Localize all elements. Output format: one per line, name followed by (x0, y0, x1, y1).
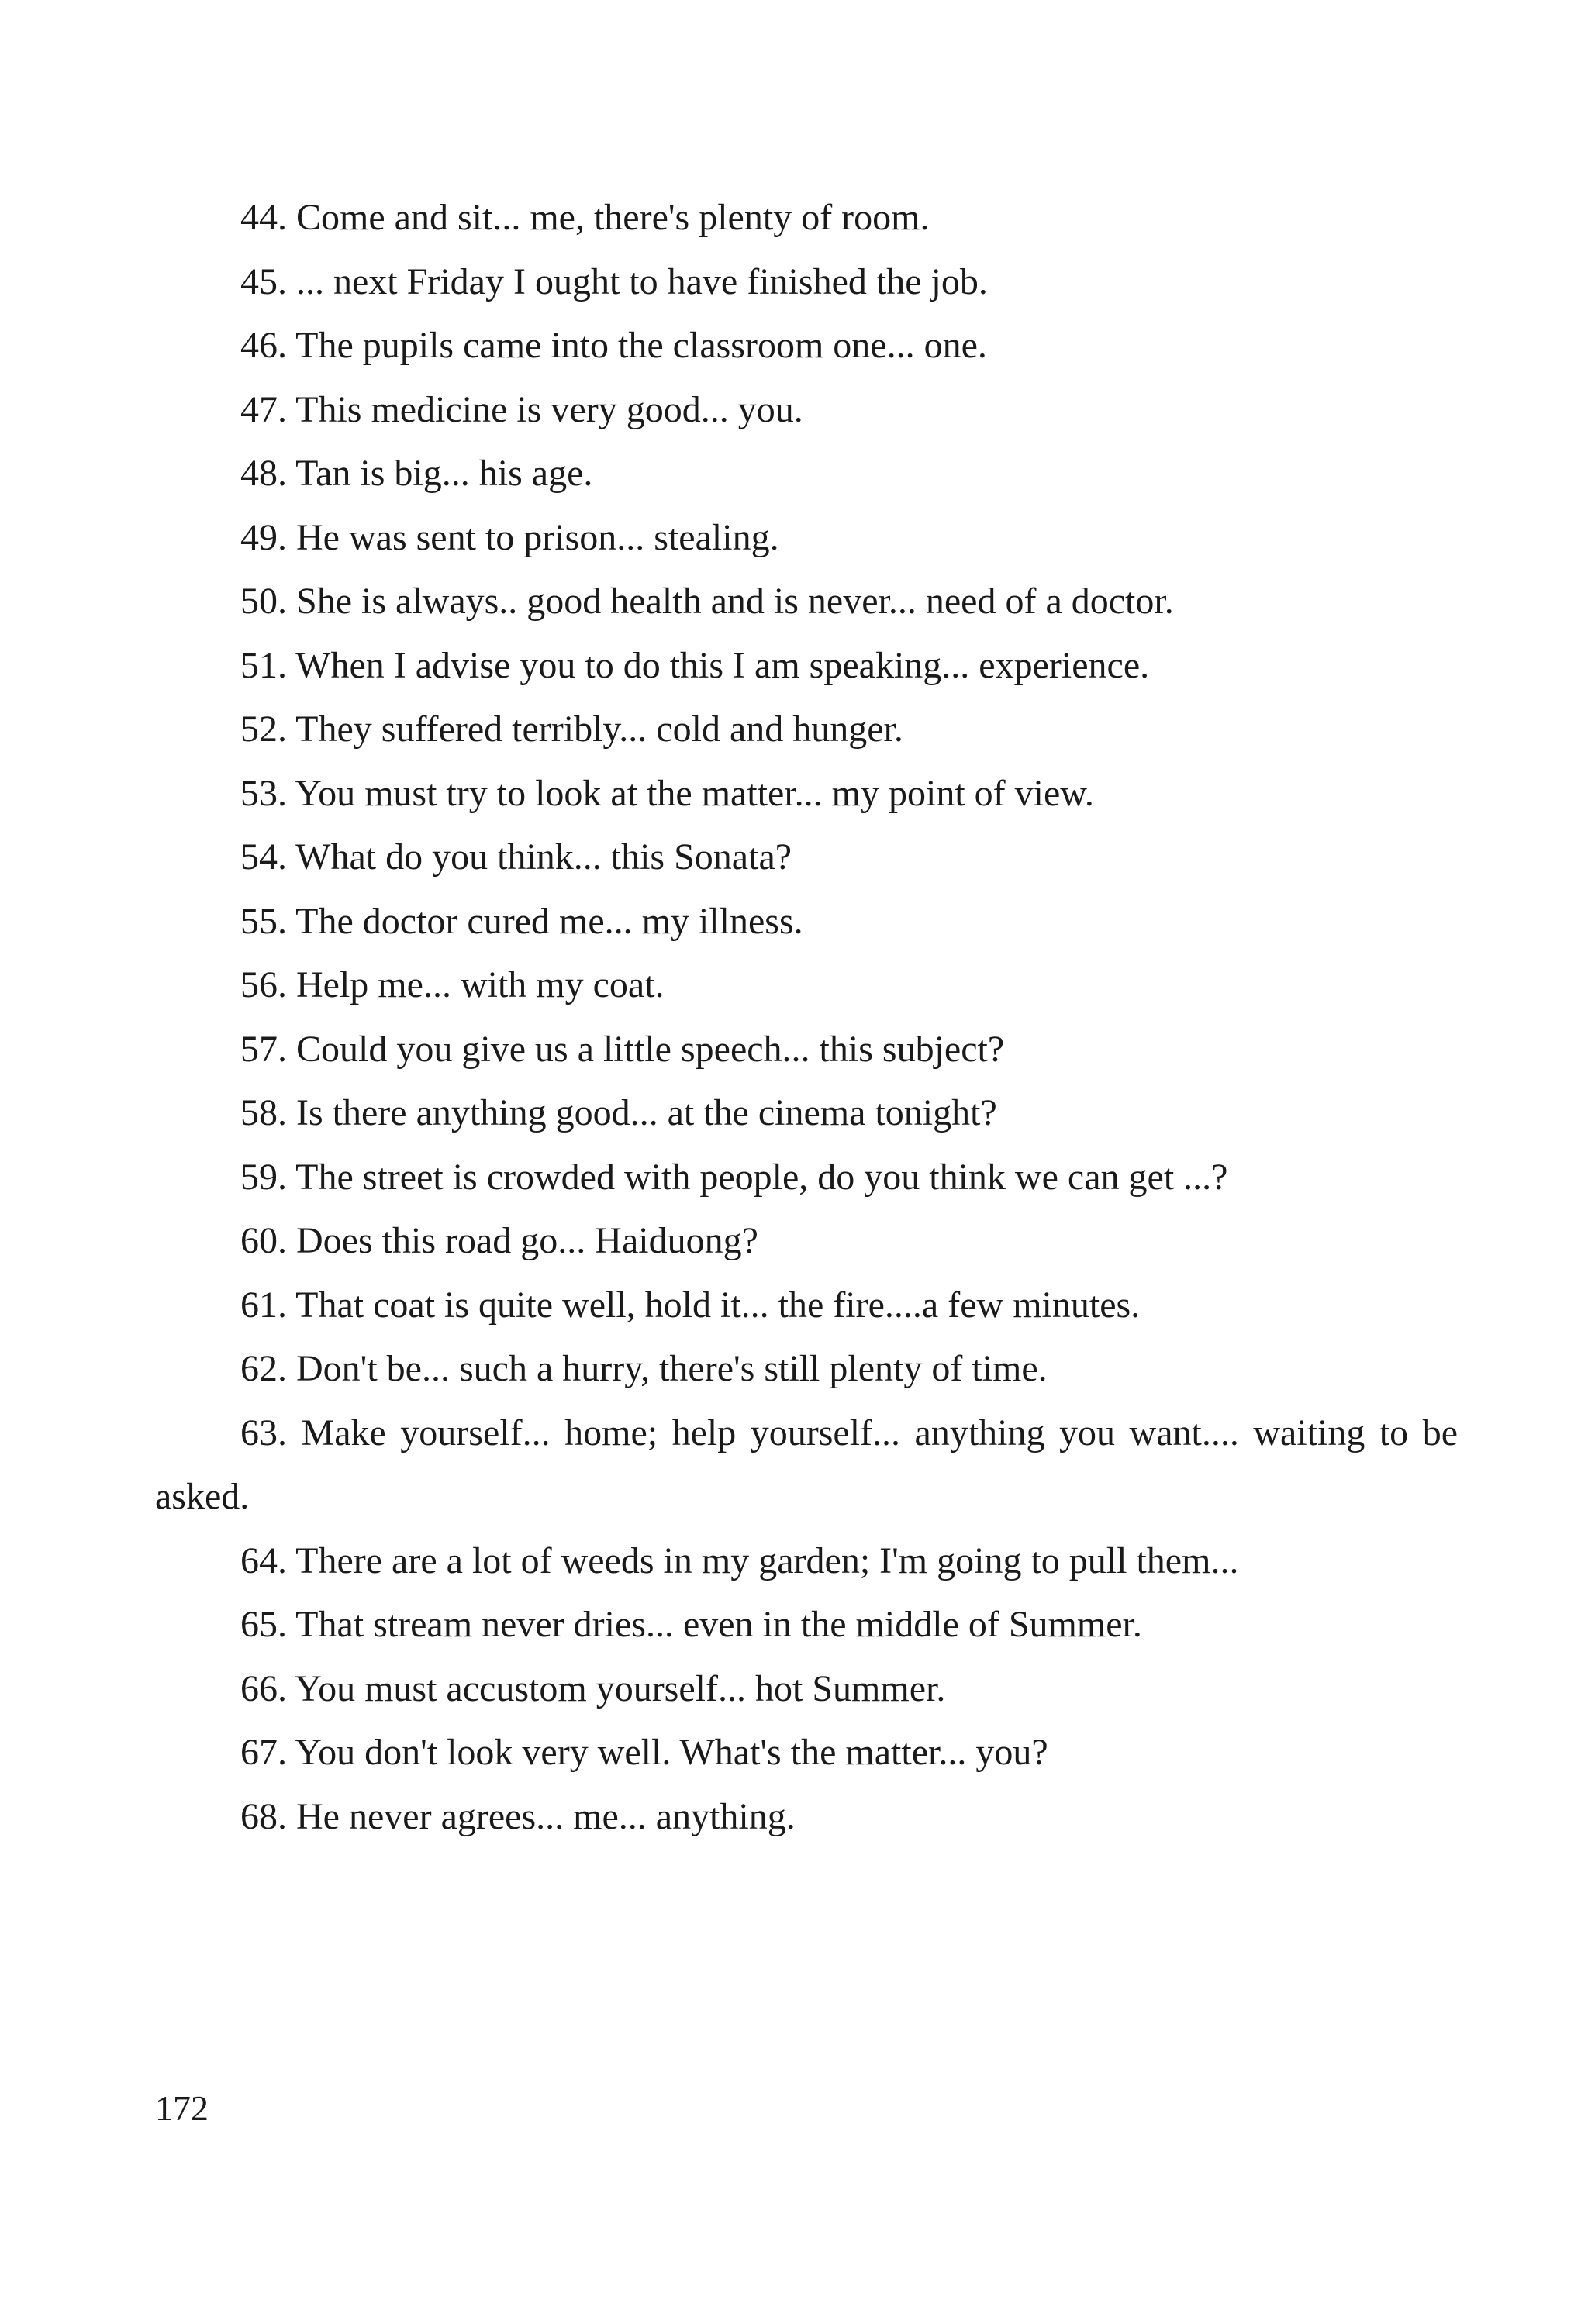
exercise-item-44: 44. Come and sit... me, there's plenty of room. (240, 197, 930, 238)
exercise-item-48: 48. Tan is big... his age. (240, 453, 593, 494)
exercise-item-49: 49. He was sent to prison... stealing. (240, 516, 779, 558)
exercise-item-60: 60. Does this road go... Haiduong? (240, 1220, 758, 1261)
exercise-item-55: 55. The doctor cured me... my illness. (240, 900, 803, 942)
exercise-item-63: 63. Make yourself... home; help yourself... anything you want.... waiting to be asked. (155, 1412, 1458, 1517)
exercise-item-68: 68. He never agrees... me... anything. (240, 1795, 796, 1837)
exercise-item-66: 66. You must accustom yourself... hot Summer. (240, 1667, 946, 1709)
exercise-item-45: 45. ... next Friday I ought to have finished the job. (240, 260, 988, 302)
exercise-item-54: 54. What do you think... this Sonata? (240, 836, 792, 878)
exercise-list (155, 186, 1458, 1849)
exercise-item-53: 53. You must try to look at the matter... my point of view. (240, 772, 1094, 814)
exercise-item-62: 62. Don't be... such a hurry, there's still plenty of time. (240, 1348, 1048, 1389)
exercise-item-50: 50. She is always.. good health and is never... need of a doctor. (240, 581, 1174, 622)
exercise-item-61: 61. That coat is quite well, hold it... the fire....a few minutes. (240, 1284, 1141, 1326)
exercise-item-56: 56. Help me... with my coat. (240, 964, 665, 1005)
exercise-item-57: 57. Could you give us a little speech... this subject? (240, 1028, 1005, 1070)
exercise-item-52: 52. They suffered terribly... cold and hunger. (240, 709, 903, 750)
page-number: 172 (155, 2088, 209, 2128)
exercise-item-58: 58. Is there anything good... at the cinema tonight? (240, 1092, 997, 1133)
exercise-item-51: 51. When I advise you to do this I am speaking... experience. (240, 644, 1150, 686)
exercise-item-64: 64. There are a lot of weeds in my garden; I'm going to pull them... (240, 1540, 1239, 1581)
exercise-item-46: 46. The pupils came into the classroom one... one. (240, 325, 987, 366)
exercise-item-67: 67. You don't look very well. What's the matter... you? (240, 1732, 1048, 1773)
exercise-item-65: 65. That stream never dries... even in the middle of Summer. (240, 1604, 1142, 1645)
exercise-item-59: 59. The street is crowded with people, do you think we can get ...? (240, 1156, 1228, 1198)
exercise-item-47: 47. This medicine is very good... you. (240, 388, 803, 430)
